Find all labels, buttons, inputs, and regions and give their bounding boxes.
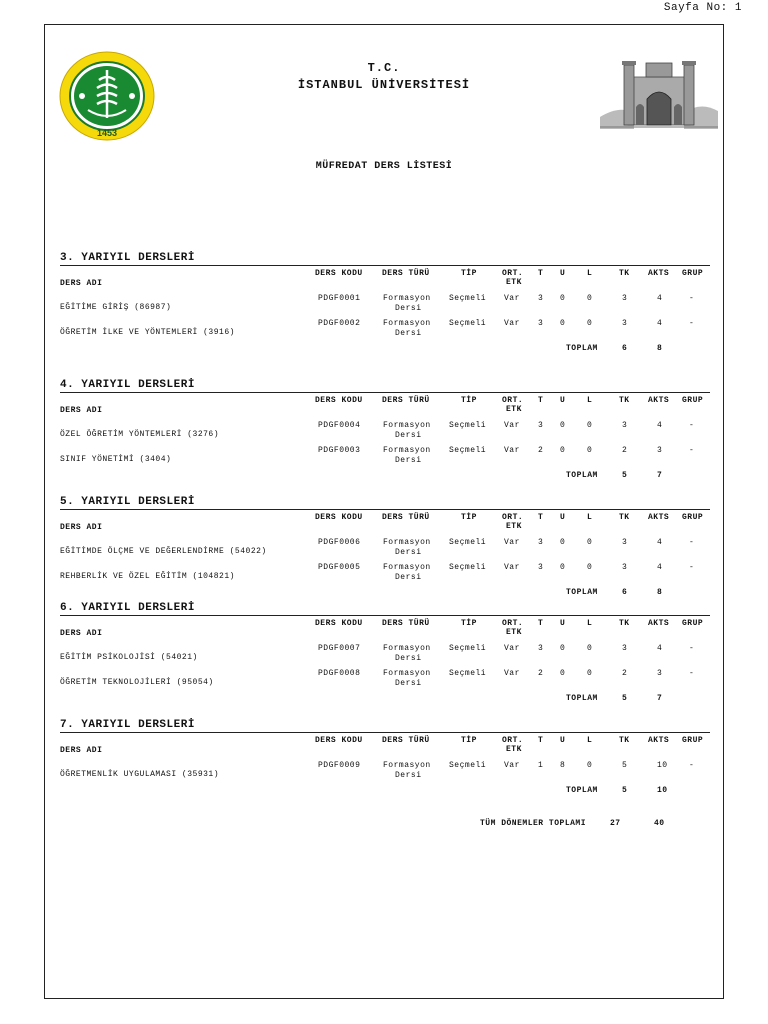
semester-total-akts: 8 — [657, 588, 663, 597]
semester-title: 7. YARIYIL DERSLERİ — [60, 719, 195, 731]
column-header-tk: TK — [619, 269, 630, 278]
semester-total-label: TOPLAM — [566, 588, 598, 597]
course-akts: 10 — [657, 761, 668, 770]
course-akts: 4 — [657, 563, 663, 572]
course-type-2: Dersi — [395, 548, 422, 557]
course-name: ÖĞRETİM TEKNOLOJİLERİ (95054) — [60, 678, 214, 687]
course-grup: - — [689, 644, 695, 653]
course-u: 0 — [560, 421, 566, 430]
semester-total-akts: 7 — [657, 471, 663, 480]
semester-divider — [60, 392, 710, 393]
column-header-tk: TK — [619, 736, 630, 745]
column-header-t: T — [538, 269, 544, 278]
course-type: Formasyon — [383, 446, 431, 455]
course-type: Formasyon — [383, 563, 431, 572]
course-u: 8 — [560, 761, 566, 770]
course-l: 0 — [587, 446, 593, 455]
semester-total-label: TOPLAM — [566, 471, 598, 480]
column-header-tip: TİP — [461, 513, 477, 522]
course-tk: 3 — [622, 644, 628, 653]
course-akts: 3 — [657, 669, 663, 678]
course-code: PDGF0003 — [318, 446, 361, 455]
course-tip: Seçmeli — [449, 446, 487, 455]
column-header-type: DERS TÜRÜ — [382, 513, 430, 522]
course-ort: Var — [504, 421, 520, 430]
course-type: Formasyon — [383, 319, 431, 328]
course-akts: 4 — [657, 421, 663, 430]
column-header-code: DERS KODU — [315, 736, 363, 745]
semester-title: 3. YARIYIL DERSLERİ — [60, 252, 195, 264]
column-header-ort: ORT. — [502, 619, 524, 628]
column-header-ort: ORT. — [502, 736, 524, 745]
course-u: 0 — [560, 294, 566, 303]
column-header-type: DERS TÜRÜ — [382, 619, 430, 628]
course-grup: - — [689, 319, 695, 328]
column-header-tip: TİP — [461, 396, 477, 405]
column-header-etk: ETK — [506, 745, 522, 754]
column-header-akts: AKTS — [648, 619, 670, 628]
column-header-ort: ORT. — [502, 269, 524, 278]
course-name: ÖĞRETİM İLKE VE YÖNTEMLERİ (3916) — [60, 328, 235, 337]
course-ort: Var — [504, 644, 520, 653]
semester-divider — [60, 265, 710, 266]
course-t: 1 — [538, 761, 544, 770]
course-u: 0 — [560, 446, 566, 455]
course-akts: 4 — [657, 294, 663, 303]
course-name: SINIF YÖNETİMİ (3404) — [60, 455, 172, 464]
semester-total-tk: 5 — [622, 694, 628, 703]
semester-title: 6. YARIYIL DERSLERİ — [60, 602, 195, 614]
course-name: EĞİTİM PSİKOLOJİSİ (54021) — [60, 653, 198, 662]
column-header-etk: ETK — [506, 278, 522, 287]
course-type-2: Dersi — [395, 654, 422, 663]
course-tip: Seçmeli — [449, 761, 487, 770]
course-type: Formasyon — [383, 669, 431, 678]
course-type-2: Dersi — [395, 573, 422, 582]
course-t: 3 — [538, 538, 544, 547]
course-l: 0 — [587, 761, 593, 770]
course-u: 0 — [560, 319, 566, 328]
course-t: 2 — [538, 446, 544, 455]
course-akts: 4 — [657, 319, 663, 328]
course-code: PDGF0006 — [318, 538, 361, 547]
semester-total-label: TOPLAM — [566, 344, 598, 353]
course-code: PDGF0005 — [318, 563, 361, 572]
column-header-type: DERS TÜRÜ — [382, 736, 430, 745]
course-l: 0 — [587, 669, 593, 678]
course-tk: 3 — [622, 538, 628, 547]
column-header-akts: AKTS — [648, 513, 670, 522]
course-name: EĞİTİME GİRİŞ (86987) — [60, 303, 172, 312]
semester-title: 5. YARIYIL DERSLERİ — [60, 496, 195, 508]
course-tip: Seçmeli — [449, 669, 487, 678]
grand-total-tk: 27 — [610, 819, 621, 828]
course-ort: Var — [504, 446, 520, 455]
course-ort: Var — [504, 294, 520, 303]
column-header-t: T — [538, 513, 544, 522]
column-header-akts: AKTS — [648, 396, 670, 405]
column-header-etk: ETK — [506, 522, 522, 531]
column-header-ort: ORT. — [502, 513, 524, 522]
column-header-type: DERS TÜRÜ — [382, 396, 430, 405]
column-header-u: U — [560, 513, 566, 522]
course-u: 0 — [560, 644, 566, 653]
column-header-etk: ETK — [506, 405, 522, 414]
semester-section — [60, 252, 710, 356]
course-type: Formasyon — [383, 421, 431, 430]
column-header-l: L — [587, 269, 593, 278]
column-header-l: L — [587, 396, 593, 405]
column-header-u: U — [560, 619, 566, 628]
course-code: PDGF0007 — [318, 644, 361, 653]
course-type: Formasyon — [383, 761, 431, 770]
column-header-code: DERS KODU — [315, 513, 363, 522]
document-title: MÜFREDAT DERS LİSTESİ — [315, 161, 453, 172]
column-header-grup: GRUP — [682, 619, 704, 628]
semester-total-akts: 7 — [657, 694, 663, 703]
course-l: 0 — [587, 644, 593, 653]
course-type-2: Dersi — [395, 304, 422, 313]
semester-total-akts: 8 — [657, 344, 663, 353]
column-header-l: L — [587, 619, 593, 628]
column-header-grup: GRUP — [682, 513, 704, 522]
course-code: PDGF0004 — [318, 421, 361, 430]
course-name: REHBERLİK VE ÖZEL EĞİTİM (104821) — [60, 572, 235, 581]
university-heading: İSTANBUL ÜNİVERSİTESİ — [297, 78, 471, 92]
course-type: Formasyon — [383, 538, 431, 547]
column-header-l: L — [587, 513, 593, 522]
course-t: 3 — [538, 421, 544, 430]
grand-total-akts: 40 — [654, 819, 665, 828]
course-tk: 5 — [622, 761, 628, 770]
semester-section — [60, 379, 710, 483]
course-tk: 3 — [622, 294, 628, 303]
column-header-akts: AKTS — [648, 736, 670, 745]
column-header-etk: ETK — [506, 628, 522, 637]
course-l: 0 — [587, 421, 593, 430]
column-header-l: L — [587, 736, 593, 745]
semester-title: 4. YARIYIL DERSLERİ — [60, 379, 195, 391]
course-ort: Var — [504, 538, 520, 547]
course-l: 0 — [587, 319, 593, 328]
column-header-u: U — [560, 396, 566, 405]
semester-divider — [60, 509, 710, 510]
course-l: 0 — [587, 563, 593, 572]
course-tip: Seçmeli — [449, 421, 487, 430]
course-tip: Seçmeli — [449, 538, 487, 547]
semester-total-tk: 6 — [622, 588, 628, 597]
course-code: PDGF0009 — [318, 761, 361, 770]
column-header-code: DERS KODU — [315, 269, 363, 278]
column-header-tip: TİP — [461, 736, 477, 745]
course-grup: - — [689, 421, 695, 430]
course-tip: Seçmeli — [449, 644, 487, 653]
semester-divider — [60, 615, 710, 616]
column-header-u: U — [560, 269, 566, 278]
column-header-grup: GRUP — [682, 396, 704, 405]
course-tip: Seçmeli — [449, 294, 487, 303]
column-header-grup: GRUP — [682, 269, 704, 278]
course-u: 0 — [560, 563, 566, 572]
course-ort: Var — [504, 563, 520, 572]
semester-section — [60, 602, 710, 706]
course-tk: 3 — [622, 421, 628, 430]
course-tk: 3 — [622, 319, 628, 328]
course-code: PDGF0002 — [318, 319, 361, 328]
course-grup: - — [689, 446, 695, 455]
course-tk: 2 — [622, 446, 628, 455]
course-l: 0 — [587, 538, 593, 547]
course-grup: - — [689, 761, 695, 770]
course-type-2: Dersi — [395, 679, 422, 688]
column-header-t: T — [538, 619, 544, 628]
course-akts: 3 — [657, 446, 663, 455]
course-ort: Var — [504, 761, 520, 770]
semester-total-label: TOPLAM — [566, 694, 598, 703]
course-name: EĞİTİMDE ÖLÇME VE DEĞERLENDİRME (54022) — [60, 547, 267, 556]
column-header-type: DERS TÜRÜ — [382, 269, 430, 278]
column-header-name: DERS ADI — [60, 406, 103, 415]
course-code: PDGF0001 — [318, 294, 361, 303]
course-type: Formasyon — [383, 644, 431, 653]
column-header-name: DERS ADI — [60, 746, 103, 755]
course-t: 3 — [538, 644, 544, 653]
column-header-t: T — [538, 396, 544, 405]
course-type: Formasyon — [383, 294, 431, 303]
course-type-2: Dersi — [395, 431, 422, 440]
semester-total-tk: 5 — [622, 471, 628, 480]
course-t: 3 — [538, 294, 544, 303]
page-number: Sayfa No: 1 — [663, 2, 742, 14]
semester-total-label: TOPLAM — [566, 786, 598, 795]
column-header-t: T — [538, 736, 544, 745]
column-header-name: DERS ADI — [60, 523, 103, 532]
course-grup: - — [689, 669, 695, 678]
semester-section — [60, 496, 710, 600]
column-header-tk: TK — [619, 619, 630, 628]
course-u: 0 — [560, 538, 566, 547]
course-l: 0 — [587, 294, 593, 303]
course-t: 3 — [538, 319, 544, 328]
column-header-name: DERS ADI — [60, 629, 103, 638]
course-akts: 4 — [657, 644, 663, 653]
column-header-u: U — [560, 736, 566, 745]
course-tip: Seçmeli — [449, 563, 487, 572]
column-header-code: DERS KODU — [315, 619, 363, 628]
semester-section — [60, 719, 710, 798]
course-tk: 3 — [622, 563, 628, 572]
column-header-grup: GRUP — [682, 736, 704, 745]
column-header-code: DERS KODU — [315, 396, 363, 405]
column-header-tk: TK — [619, 513, 630, 522]
column-header-tip: TİP — [461, 269, 477, 278]
course-t: 2 — [538, 669, 544, 678]
country-heading: T.C. — [367, 61, 401, 75]
course-grup: - — [689, 294, 695, 303]
column-header-name: DERS ADI — [60, 279, 103, 288]
course-name: ÖĞRETMENLİK UYGULAMASI (35931) — [60, 770, 220, 779]
column-header-tk: TK — [619, 396, 630, 405]
semester-total-tk: 6 — [622, 344, 628, 353]
course-ort: Var — [504, 669, 520, 678]
course-name: ÖZEL ÖĞRETİM YÖNTEMLERİ (3276) — [60, 430, 220, 439]
semester-divider — [60, 732, 710, 733]
course-type-2: Dersi — [395, 771, 422, 780]
column-header-tip: TİP — [461, 619, 477, 628]
course-type-2: Dersi — [395, 456, 422, 465]
course-tk: 2 — [622, 669, 628, 678]
course-u: 0 — [560, 669, 566, 678]
column-header-ort: ORT. — [502, 396, 524, 405]
course-akts: 4 — [657, 538, 663, 547]
semester-total-akts: 10 — [657, 786, 668, 795]
course-ort: Var — [504, 319, 520, 328]
course-grup: - — [689, 538, 695, 547]
column-header-akts: AKTS — [648, 269, 670, 278]
grand-total-label: TÜM DÖNEMLER TOPLAMI — [480, 819, 587, 828]
course-type-2: Dersi — [395, 329, 422, 338]
logo-year: 1453 — [96, 128, 118, 138]
semester-total-tk: 5 — [622, 786, 628, 795]
course-code: PDGF0008 — [318, 669, 361, 678]
course-grup: - — [689, 563, 695, 572]
course-t: 3 — [538, 563, 544, 572]
course-tip: Seçmeli — [449, 319, 487, 328]
